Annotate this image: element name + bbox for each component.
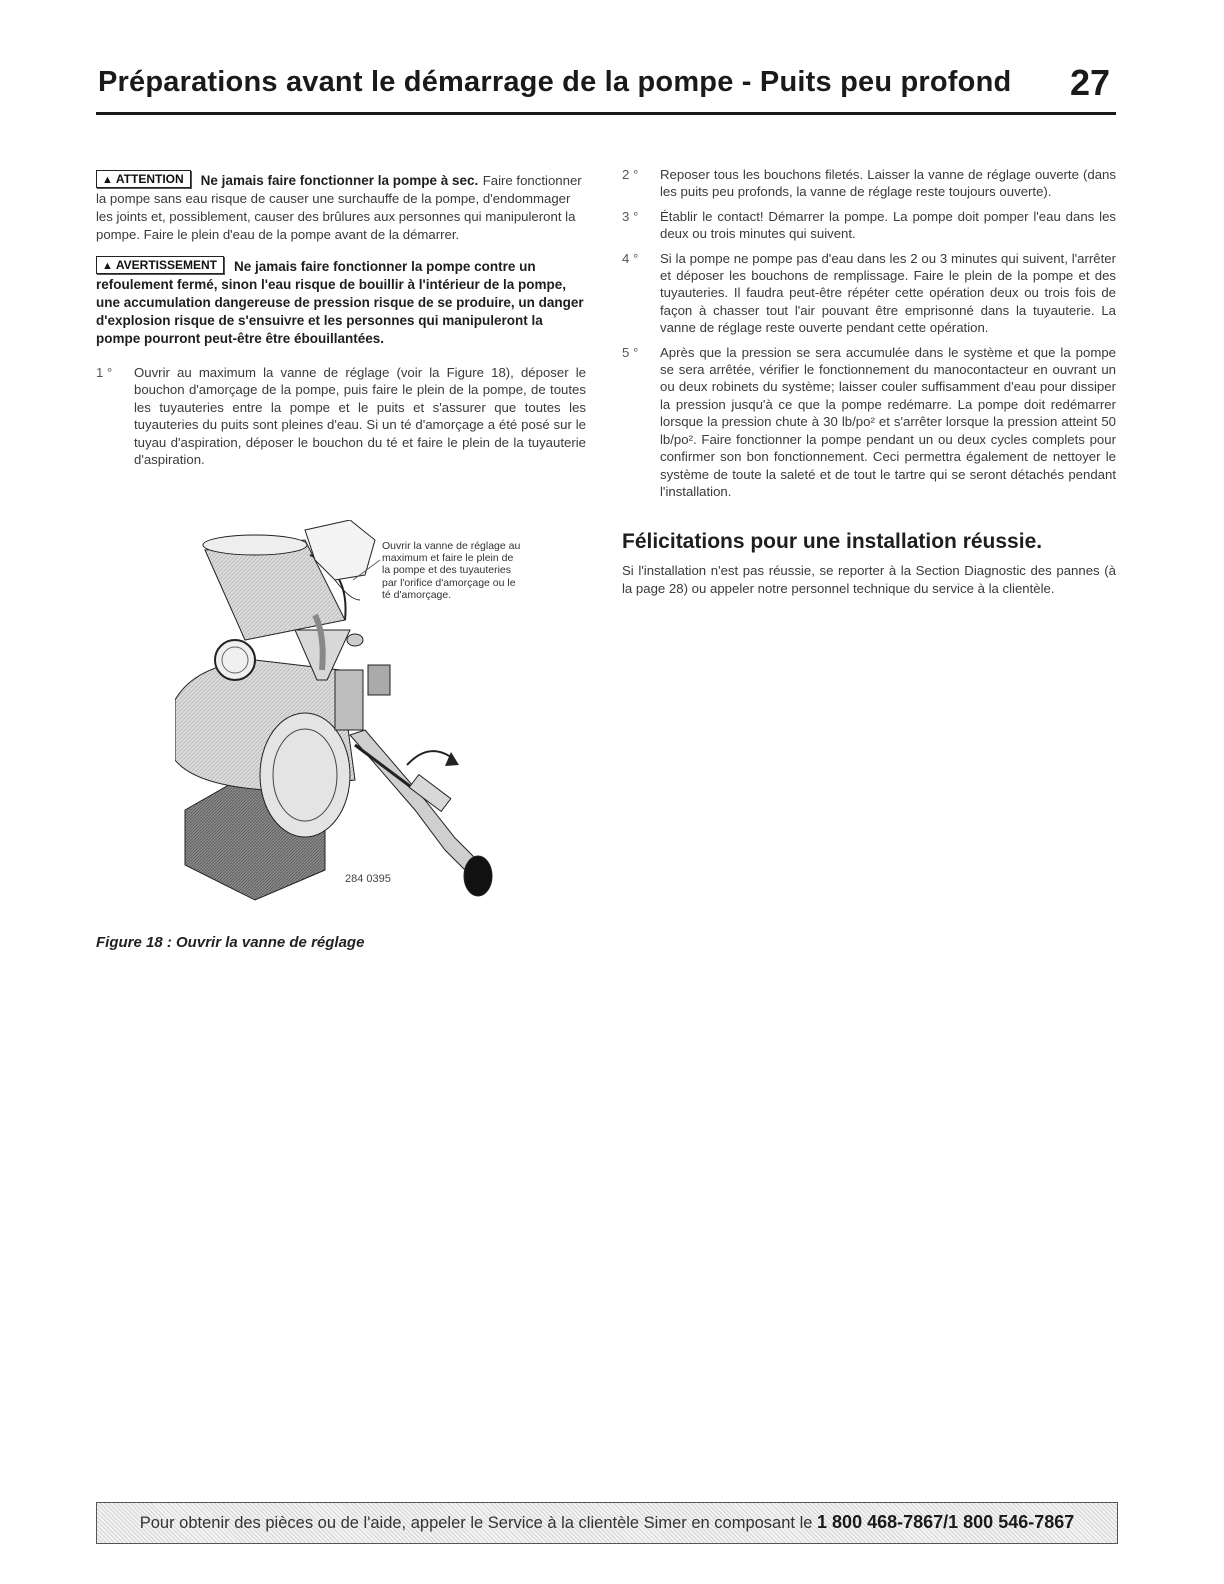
- attention-badge: ▲ ATTENTION: [96, 170, 191, 188]
- step-number: 1 °: [96, 365, 113, 380]
- step-4: [622, 250, 1116, 337]
- step-text: Ouvrir au maximum la vanne de réglage (voir la Figure 18), déposer le bouchon d'amorçage de la pompe, puis faire le plein de la pompe, de toutes les tuyauteries entre la pompe et le puits et s'assurer que toutes les tuyauteries du puits sont pleines d'eau. Si un té d'amorçage a été posé sur le tuyau d'aspiration, déposer le bouchon du té et faire le plein de la tuyauterie d'aspiration.: [134, 365, 586, 468]
- closing-paragraph: Si l'installation n'est pas réussie, se reporter à la Section Diagnostic des pannes (à la page 28) ou appeler notre personnel technique du service à la clientèle.: [622, 563, 1116, 596]
- step-2: [622, 166, 1116, 201]
- warning-triangle-icon: ▲: [102, 174, 113, 186]
- figure-caption: Figure 18 : Ouvrir la vanne de réglage: [96, 934, 365, 951]
- step-5: [622, 344, 1116, 501]
- step-number: 5 °: [622, 344, 639, 360]
- footer-phone: 1 800 468-7867/1 800 546-7867: [817, 1512, 1075, 1532]
- figure-id: 284 0395: [345, 873, 391, 885]
- avertissement-text: Ne jamais faire fonctionner la pompe contre un refoulement fermé, sinon l'eau risque de bouillir à l'intérieur de la pompe, une accumulation dangereuse de pression risque de se produire, un danger d'explosion risque de s'ensuivre et les personnes qui manipuleront la pompe pourront peut-être être ébouillantées.: [96, 259, 584, 346]
- step-number: 3 °: [622, 208, 639, 224]
- page-title: Préparations avant le démarrage de la pompe - Puits peu profond: [98, 66, 1012, 98]
- avertissement-notice: [96, 256, 586, 348]
- page-header: [96, 62, 1116, 115]
- step-text: Reposer tous les bouchons filetés. Laisser la vanne de réglage ouverte (dans les puits peu profonds, la vanne de réglage reste toujours ouverte).: [660, 167, 1116, 200]
- step-text: Établir le contact! Démarrer la pompe. La pompe doit pomper l'eau dans les deux ou trois minutes qui suivent.: [660, 208, 1116, 242]
- warning-triangle-icon: ▲: [102, 260, 113, 272]
- step-3: [622, 208, 1116, 243]
- avertissement-badge: ▲ AVERTISSEMENT: [96, 256, 224, 274]
- attention-lead: Ne jamais faire fonctionner la pompe à sec.: [200, 173, 479, 188]
- page-number: 27: [1069, 62, 1110, 103]
- footer-text: Pour obtenir des pièces ou de l'aide, appeler le Service à la clientèle Simer en composant le: [139, 1514, 813, 1532]
- step-1: [96, 364, 586, 468]
- footer-banner: [96, 1502, 1118, 1544]
- step-number: 4 °: [622, 250, 639, 266]
- attention-body: Faire fonctionner la pompe sans eau risque de causer une surchauffe de la pompe, d'endommager les joints et, possiblement, causer des brûlures aux personnes qui manipuleront la pompe. Faire le plein d'eau de la pompe avant de la démarrer.: [96, 173, 582, 242]
- figure-callout: Ouvrir la vanne de réglage au maximum et faire le plein de la pompe et des tuyauteries par l'orifice d'amorçage ou le té d'amorçage.: [382, 540, 521, 601]
- section-heading: Félicitations pour une installation réussie.: [622, 530, 1043, 554]
- step-number: 2 °: [622, 167, 639, 182]
- attention-notice: [96, 170, 586, 244]
- step-text: Après que la pression se sera accumulée dans le système et que la pompe se sera arrêtée, vérifier le fonctionnement du manocontacteur en ouvrant un ou deux robinets du système; laisser couler suffisamment d'eau pour dissiper la pression jusqu'à ce que la pompe redémarre. La pompe doit redémarrer lorsque la pression chute à 30 lb/po² et s'arrêter lorsque la pression atteint 50 lb/po². Faire fonctionner la pompe pendant un ou deux cycles complets pour confirmer son bon fonctionnement. Ceci permettra également de nettoyer le système de toute la saleté et de tout le tartre qui se seront détachés pendant l'installation.: [660, 344, 1116, 499]
- step-text: Si la pompe ne pompe pas d'eau dans les 2 ou 3 minutes qui suivent, l'arrêter et déposer les bouchons de remplissage. Faire le plein de la pompe et des tuyauteries. Il faudra peut-être répéter cette opération deux ou trois fois de façon à chasser tout l'air pouvant être emprisonné dans la tuyauterie. La vanne de réglage reste ouverte pendant cette opération.: [660, 250, 1116, 336]
- left-column: [96, 170, 586, 475]
- right-column: [622, 166, 1116, 607]
